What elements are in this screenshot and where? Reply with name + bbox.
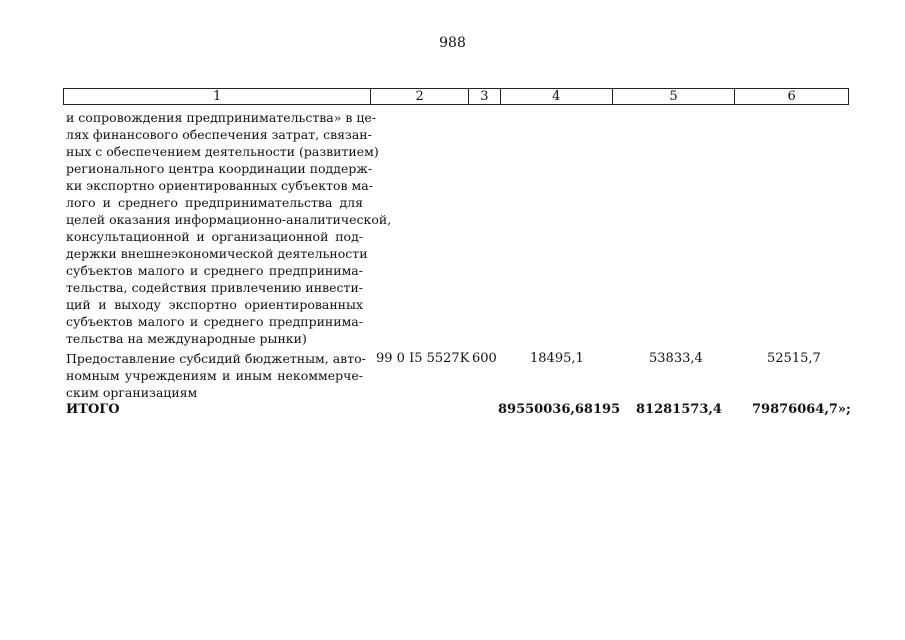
description-line: номным учреждениям и иным некоммерче- bbox=[66, 368, 363, 383]
subsidy-expense-type: 600 bbox=[472, 351, 497, 366]
subsidy-row-description bbox=[66, 350, 366, 401]
column-header-5: 5 bbox=[613, 89, 736, 104]
description-line: и сопровождения предпринимательства» в це- bbox=[66, 110, 377, 125]
column-header-6: 6 bbox=[787, 89, 796, 104]
subsidy-value-col5: 53833,4 bbox=[649, 351, 703, 366]
column-header-4: 4 bbox=[501, 89, 613, 104]
continued-description bbox=[66, 109, 392, 347]
total-value-col5: 81281573,4 bbox=[636, 402, 722, 417]
description-line: лого и среднего предпринимательства для bbox=[66, 195, 363, 210]
description-line: консультационной и организационной под- bbox=[66, 229, 363, 244]
description-line: держки внешнеэкономической деятельности bbox=[66, 246, 368, 261]
subsidy-value-col6: 52515,7 bbox=[767, 351, 821, 366]
subsidy-value-col4: 18495,1 bbox=[530, 351, 584, 366]
description-line: тельства, содействия привлечению инвести- bbox=[66, 280, 363, 295]
description-line: лях финансового обеспечения затрат, связан- bbox=[66, 127, 372, 142]
total-value-col4: 89550036,68195 bbox=[498, 402, 621, 417]
description-line: ций и выходу экспортно ориентированных bbox=[66, 297, 363, 312]
table-header-row bbox=[63, 88, 849, 105]
description-line: ных с обеспечением деятельности (развитием) bbox=[66, 144, 379, 159]
description-line: субъектов малого и среднего предпринима- bbox=[66, 314, 363, 329]
total-label: ИТОГО bbox=[66, 402, 120, 417]
page-number: 988 bbox=[439, 35, 466, 51]
description-line: регионального центра координации поддерж- bbox=[66, 161, 373, 176]
description-line: целей оказания информационно-аналитической, bbox=[66, 212, 392, 227]
total-value-col6: 79876064,7»; bbox=[752, 402, 851, 417]
description-line: Предоставление субсидий бюджетным, авто- bbox=[66, 351, 366, 366]
column-header-2: 2 bbox=[371, 89, 469, 104]
description-line: тельства на международные рынки) bbox=[66, 331, 307, 346]
description-line: субъектов малого и среднего предпринима- bbox=[66, 263, 363, 278]
description-line: ским организациям bbox=[66, 385, 198, 400]
subsidy-code: 99 0 I5 5527K bbox=[376, 351, 470, 366]
column-header-1: 1 bbox=[64, 89, 371, 104]
description-line: ки экспортно ориентированных субъектов ма- bbox=[66, 178, 373, 193]
column-header-3: 3 bbox=[469, 89, 501, 104]
